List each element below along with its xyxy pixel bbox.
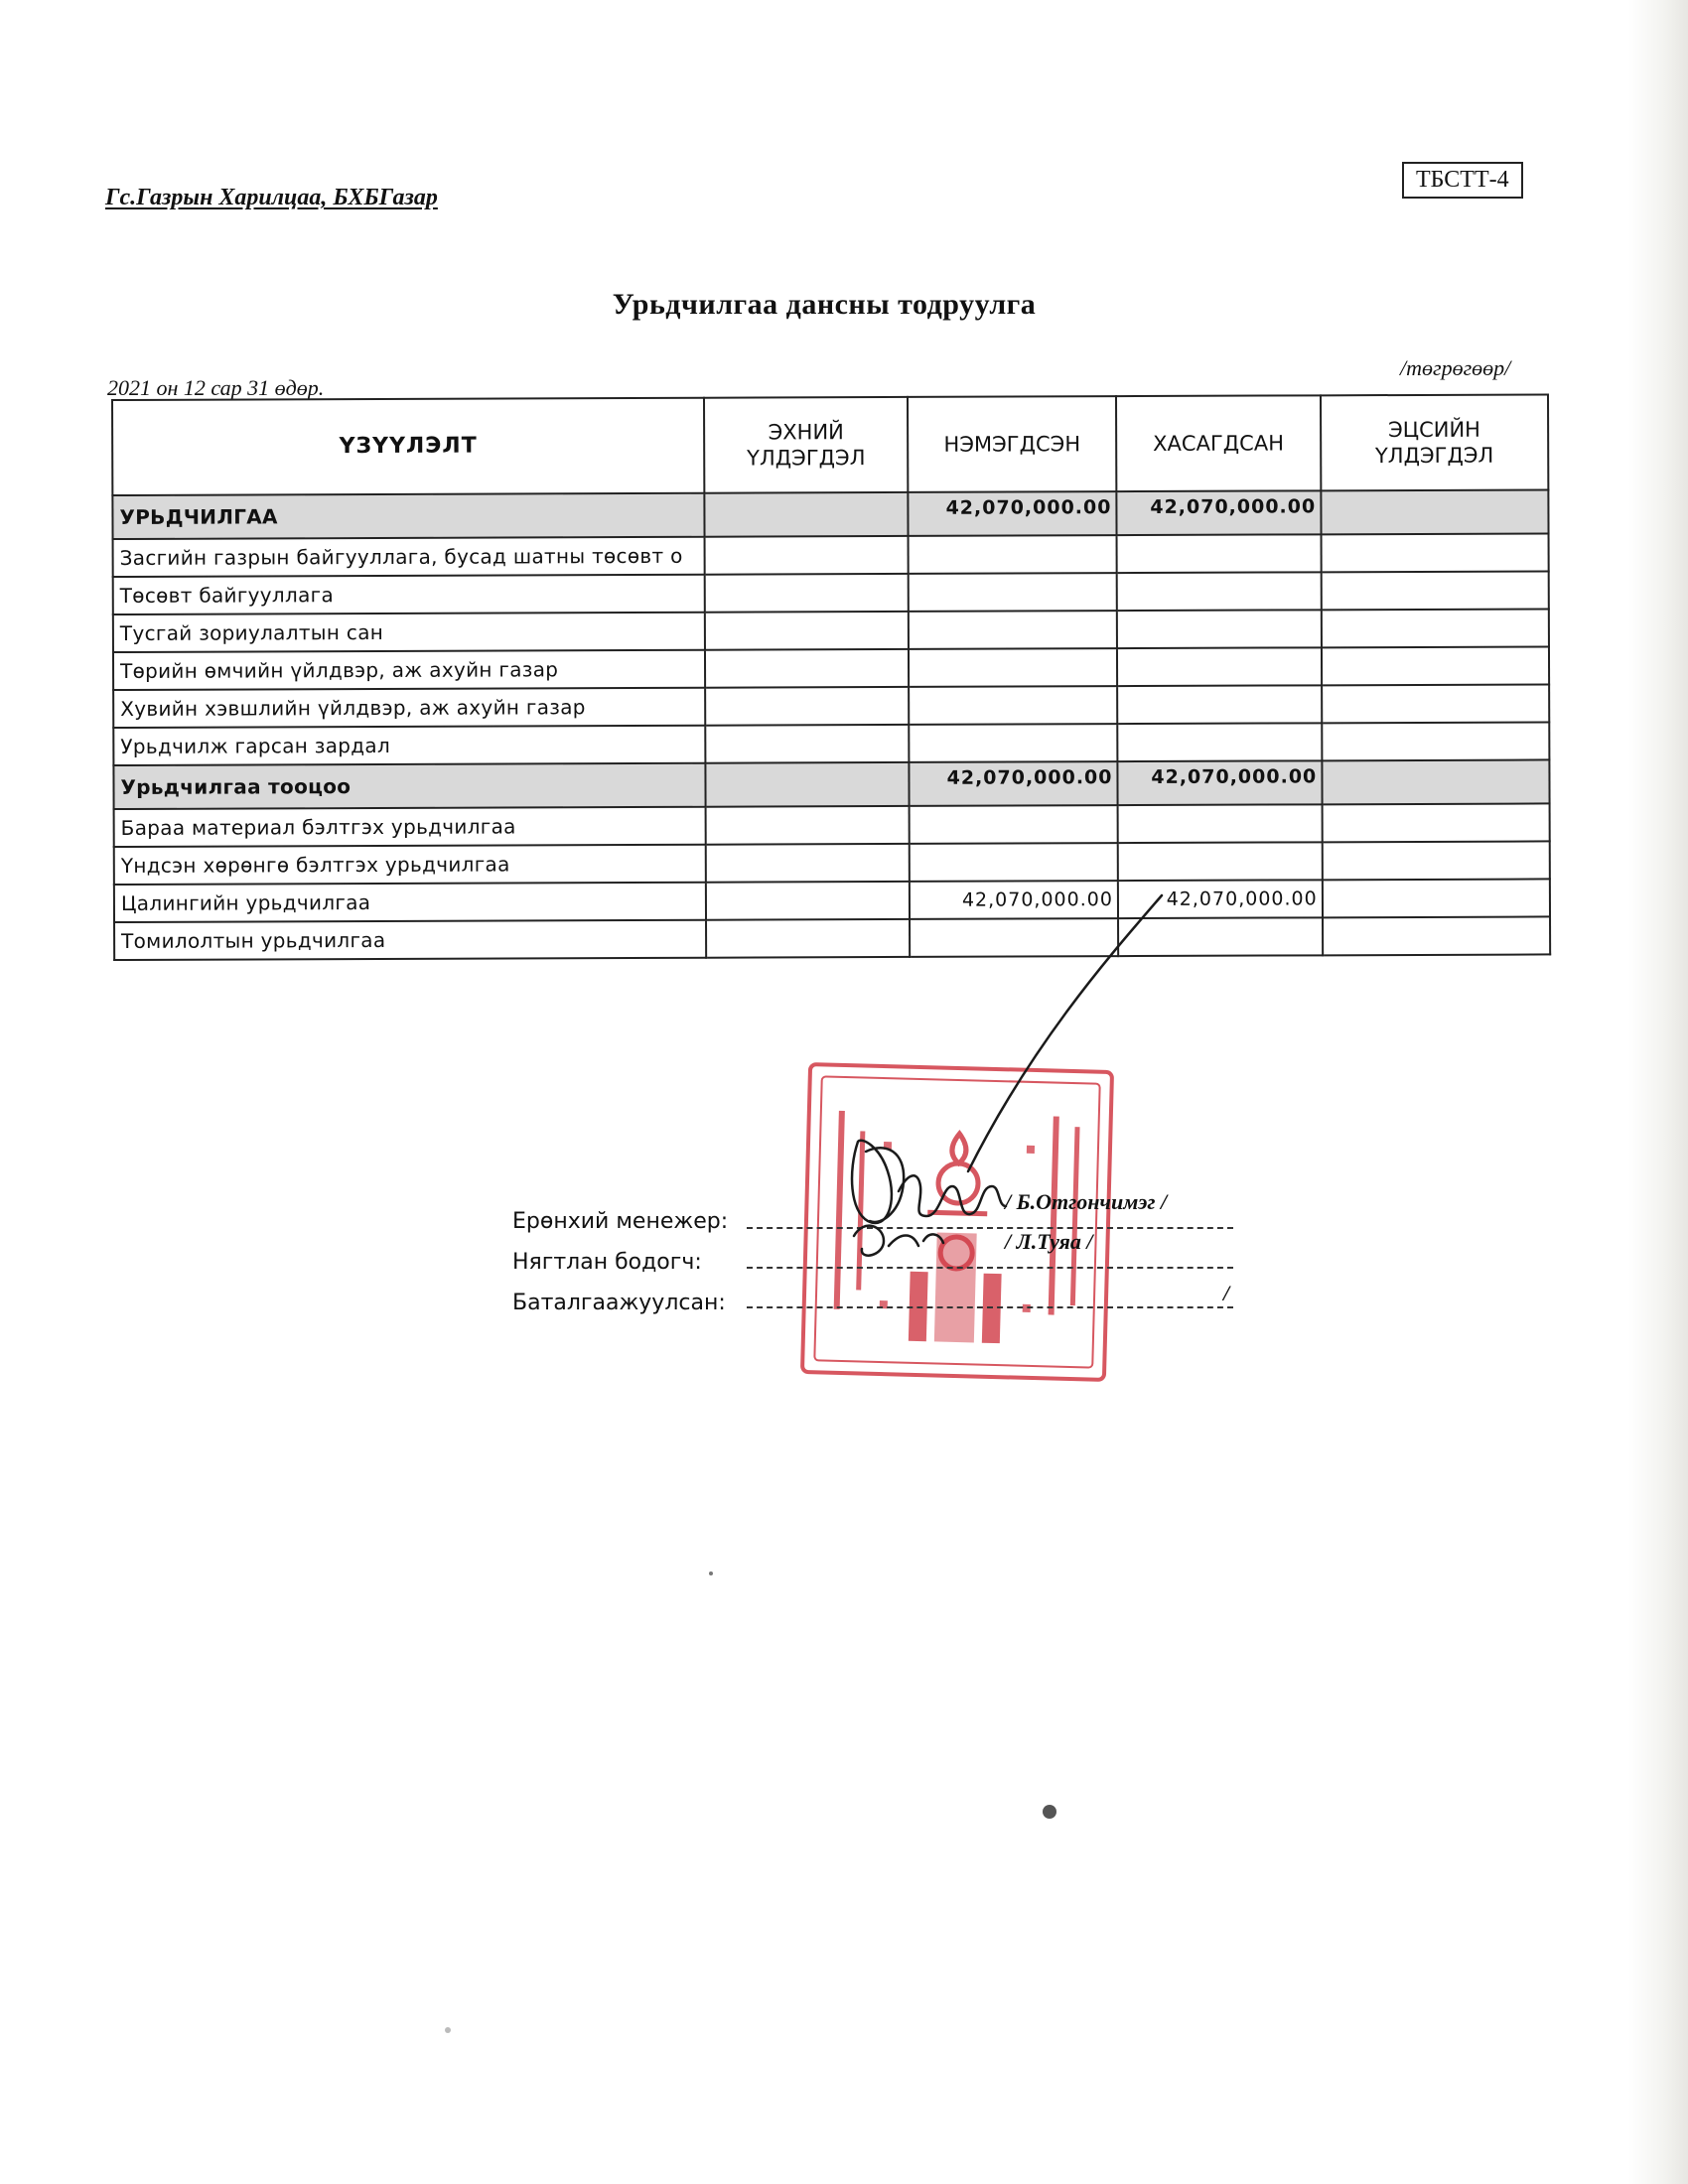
decreased-cell: 42,070,000.00: [1118, 880, 1323, 918]
signature-name-verified: /: [1223, 1281, 1230, 1305]
row-label: Хувийн хэвшлийн үйлдвэр, аж ахуйн газар: [113, 688, 705, 728]
column-header-decreased: ХАСАГДСАН: [1116, 395, 1321, 491]
organization-name: Гс.Газрын Харилцаа, БХБГазар: [105, 185, 438, 210]
report-date: 2021 он 12 сар 31 өдөр.: [107, 375, 325, 400]
row-label: Засгийн газрын байгууллага, бусад шатны төсөвт о: [113, 537, 705, 577]
row-label: Томилолтын урьдчилгаа: [114, 920, 706, 960]
row-label: Тусгай зориулалтын сан: [113, 613, 705, 652]
scan-speck: [1043, 1805, 1056, 1819]
row-label: Төрийн өмчийн үйлдвэр, аж ахуйн газар: [113, 650, 705, 690]
signature-name-general-manager: / Б.Отгончимэг /: [1005, 1189, 1168, 1214]
column-header-indicator: ҮЗҮҮЛЭЛТ: [112, 398, 704, 495]
row-label: Урьдчилж гарсан зардал: [113, 726, 705, 765]
row-label: Урьдчилгаа тооцоо: [113, 763, 705, 809]
scan-speck: [709, 1571, 713, 1575]
decreased-cell: 42,070,000.00: [1117, 760, 1322, 805]
row-label: УРЬДЧИЛГАА: [112, 493, 704, 539]
row-label: Үндсэн хөрөнгө бэлтгэх урьдчилгаа: [114, 845, 706, 885]
increased-cell: 42,070,000.00: [909, 491, 1117, 536]
decreased-cell: 42,070,000.00: [1116, 490, 1321, 535]
row-label: Цалингийн урьдчилгаа: [114, 883, 706, 922]
signature-name-accountant: / Л.Туяа /: [1005, 1229, 1093, 1254]
increased-cell: 42,070,000.00: [910, 761, 1118, 806]
row-label: Бараа материал бэлтгэх урьдчилгаа: [114, 807, 706, 847]
document-title: Урьдчилгаа дансны тодруулга: [612, 288, 1037, 321]
signature-role-verified: Баталгаажуулсан:: [512, 1291, 726, 1315]
increased-cell: 42,070,000.00: [910, 881, 1118, 919]
scan-speck: [445, 2027, 451, 2033]
column-header-closing-balance: ЭЦСИЙН ҮЛДЭГДЭЛ: [1321, 394, 1549, 490]
signature-role-general-manager: Ерөнхий менежер:: [512, 1209, 729, 1234]
column-header-opening-balance: ЭХНИЙ ҮЛДЭГДЭЛ: [704, 397, 909, 493]
row-label: Төсөвт байгууллага: [113, 575, 705, 614]
form-code-box: ТБСТТ-4: [1402, 162, 1523, 199]
signature-role-accountant: Нягтлан бодогч:: [512, 1250, 702, 1275]
column-header-increased: НЭМЭГДСЭН: [908, 396, 1116, 492]
currency-unit: /төгрөгөөр/: [1400, 355, 1511, 380]
